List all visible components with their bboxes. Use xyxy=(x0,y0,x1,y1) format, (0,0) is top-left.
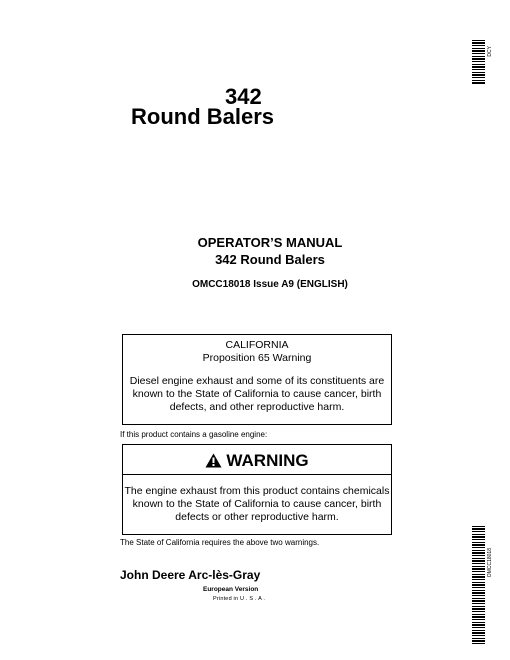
california-body: Diesel engine exhaust and some of its constituents are known to the State of California to cause cancer, birth defects, and other reproductive harm. xyxy=(129,375,385,413)
warning-divider xyxy=(123,474,391,475)
barcode-top-label: DCY xyxy=(487,46,493,57)
cover-product-name: Round Balers xyxy=(131,104,275,129)
cover-model-number: 342 xyxy=(225,84,262,109)
manual-title-block xyxy=(0,235,510,290)
barcode-bottom xyxy=(472,526,485,644)
state-note: The State of California requires the above two warnings. xyxy=(120,538,320,547)
manual-subtitle: 342 Round Balers xyxy=(215,252,325,267)
warning-triangle-icon xyxy=(205,453,222,468)
footer-printed: Printed in U . S . A . xyxy=(213,596,266,602)
warning-header xyxy=(123,451,391,471)
footer-brand: John Deere Arc-lès-Gray xyxy=(120,568,261,582)
footer-edition: European Version xyxy=(203,586,259,593)
gasoline-note: If this product contains a gasoline engine: xyxy=(120,430,268,439)
california-heading: CALIFORNIA xyxy=(225,339,289,351)
warning-body: The engine exhaust from this product contains chemicals known to the State of California to cause cancer, birth defects or other reproductive harm. xyxy=(124,485,390,523)
california-subheading: Proposition 65 Warning xyxy=(202,352,312,364)
california-prop65-box xyxy=(122,334,392,425)
manual-code: OMCC18018 Issue A9 (ENGLISH) xyxy=(192,279,348,290)
warning-box xyxy=(122,444,392,535)
barcode-top xyxy=(472,40,485,85)
manual-title: OPERATOR’S MANUAL xyxy=(197,235,343,250)
barcode-bottom-label: OMCC18018 xyxy=(487,548,493,578)
warning-heading: WARNING xyxy=(226,451,309,470)
